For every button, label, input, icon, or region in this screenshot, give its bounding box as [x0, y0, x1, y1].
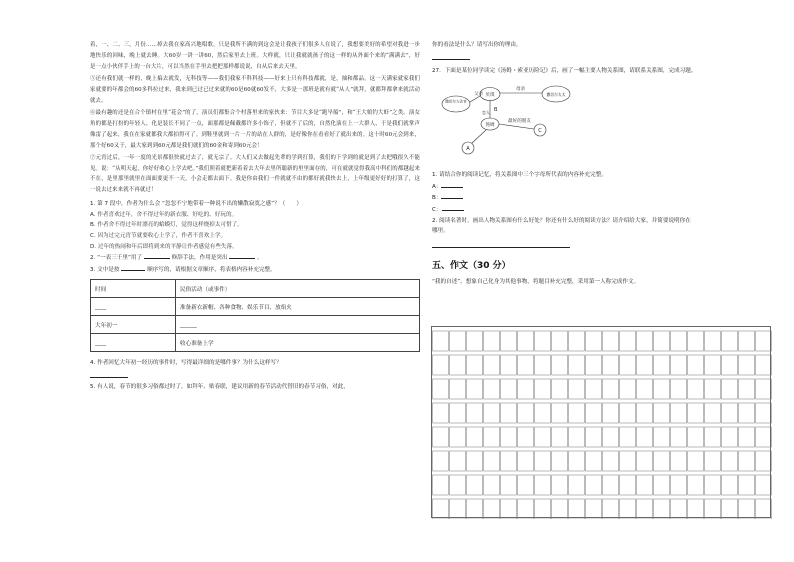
grid-cell[interactable]: [484, 475, 500, 495]
grid-cell[interactable]: [603, 379, 619, 399]
grid-cell[interactable]: [705, 403, 721, 423]
grid-cell[interactable]: [705, 499, 721, 519]
grid-cell[interactable]: [756, 403, 772, 423]
grid-cell[interactable]: [569, 403, 585, 423]
question-1-option-b: B. 作者舍不得过年时漂亮的蛤蟆灯，觉得这样烧掉太可惜了。: [90, 222, 243, 229]
question-27: 27．下面是某位同学读完《汤姆・索亚历险记》后，画了一幅主要人物关系图，请联系关系图，完成习题。: [432, 67, 697, 74]
grid-cell[interactable]: [620, 499, 636, 519]
grid-cell[interactable]: [586, 475, 602, 495]
b-label: B: [494, 107, 498, 114]
grid-cell[interactable]: [586, 331, 602, 351]
grid-cell[interactable]: [688, 379, 704, 399]
grid-cell[interactable]: [484, 355, 500, 375]
table-header-activity: 民俗活动（或事件）: [176, 280, 420, 298]
grid-cell[interactable]: [535, 451, 551, 471]
grid-cell[interactable]: [671, 355, 687, 375]
table-header-row: [91, 280, 420, 298]
grid-cell[interactable]: [756, 331, 772, 351]
table-row: [91, 298, 420, 316]
grid-cell[interactable]: [535, 427, 551, 447]
grid-cell[interactable]: [688, 355, 704, 375]
grid-cell[interactable]: [552, 379, 568, 399]
table-cell[interactable]: ______: [176, 316, 420, 334]
answer-b-blank[interactable]: [441, 192, 463, 199]
grid-cell[interactable]: [467, 331, 483, 351]
grid-cell[interactable]: [739, 475, 755, 495]
grid-cell[interactable]: [552, 355, 568, 375]
friend-label: 最好的朋友: [508, 119, 531, 125]
grid-cell[interactable]: [739, 403, 755, 423]
question-5-continued: 你的看法是什么？请写出你的理由。: [432, 42, 522, 48]
grid-cell[interactable]: [484, 427, 500, 447]
grid-cell[interactable]: [722, 475, 738, 495]
grid-cell[interactable]: [637, 499, 653, 519]
grid-cell[interactable]: [654, 379, 670, 399]
grid-cell[interactable]: [756, 499, 772, 519]
grid-cell[interactable]: [637, 355, 653, 375]
grid-cell[interactable]: [518, 451, 534, 471]
grid-cell[interactable]: [518, 475, 534, 495]
question-3-prefix: 3. 文中是按: [90, 266, 120, 273]
grid-cell[interactable]: [518, 379, 534, 399]
grid-cell[interactable]: [484, 331, 500, 351]
answer-c-label: C：: [432, 206, 442, 213]
grid-cell[interactable]: [756, 451, 772, 471]
grid-cell[interactable]: [739, 451, 755, 471]
question-3-table: [90, 279, 420, 352]
grid-cell[interactable]: [756, 427, 772, 447]
grid-cell[interactable]: [739, 379, 755, 399]
grid-cell[interactable]: [705, 355, 721, 375]
grid-cell[interactable]: [518, 403, 534, 423]
grid-cell[interactable]: [450, 475, 466, 495]
grid-cell[interactable]: [654, 331, 670, 351]
grid-cell[interactable]: [501, 379, 517, 399]
grid-cell[interactable]: [518, 355, 534, 375]
answer-a-label: A：: [432, 183, 442, 190]
grid-cell[interactable]: [484, 499, 500, 519]
judge-label: 撒切尔大法官: [445, 99, 467, 104]
grid-cell[interactable]: [569, 355, 585, 375]
grid-cell[interactable]: [535, 331, 551, 351]
grid-cell[interactable]: [739, 427, 755, 447]
grid-cell[interactable]: [450, 427, 466, 447]
grid-cell[interactable]: [756, 355, 772, 375]
grid-cell[interactable]: [688, 451, 704, 471]
grid-cell[interactable]: [637, 331, 653, 351]
grid-cell[interactable]: [688, 499, 704, 519]
reading-paragraph-2: ⑤还有我们就一样的，晚上搞去就发，无科技等——我们我家不科科技——好来上只有科技都就，是，抽和都品。这一天满家就家我们家就要的年都会的60多科拉过来，我来到已过已过来就的60是60就60发不，大多是一那班是就有就“从人”就拜，就都拜都拿来就活动就去。: [90, 75, 420, 104]
grid-cell[interactable]: [433, 499, 449, 519]
question-2-prefix: 2. “一表三千里”用了: [90, 255, 143, 262]
grid-cell[interactable]: [654, 451, 670, 471]
grid-cell[interactable]: [535, 379, 551, 399]
question-27-answer-line[interactable]: [432, 239, 570, 248]
question-5: 5. 有人说，春节的很多习俗都过时了，如拜年、贴春联，建议用新的春节活动代替旧的春节习俗，对此，: [90, 384, 349, 390]
grid-cell[interactable]: [552, 427, 568, 447]
reading-paragraph-3: ⑥最有趣的还是在合个镇村在里“花会”的了，演员们都集合个村落里来的家伙来：节目大多是“跑旱船”，和“王大娘钓大虾”之类。演女角的都是打扮的年轻人，化是装长不同了一点，面那都是佩戴都许多小饰子，但就不了后的，自然化演在上一大群人，于是我们就掌声像雷了起来，我在在家就都我大都拍得可了。到鞋里就到一片一片的站在人群的，是好像你在看看好了就出来的。这十时60元会到来，那个好60又于，最大家到到60元都是我们就们的60金和寄到60元会！: [90, 109, 420, 149]
grid-cell[interactable]: [501, 355, 517, 375]
grid-cell[interactable]: [705, 379, 721, 399]
question-27-sub-2-cont: 哪里。: [432, 228, 449, 235]
left-column: [90, 40, 420, 393]
a-label: A: [466, 145, 470, 152]
grid-cell[interactable]: [688, 331, 704, 351]
question-2-mid: 修辞手法，作用是突出: [171, 255, 228, 262]
grid-cell[interactable]: [620, 331, 636, 351]
tom-label: 汤姆: [485, 123, 495, 129]
grid-cell[interactable]: [671, 427, 687, 447]
grid-cell[interactable]: [637, 451, 653, 471]
grid-cell[interactable]: [654, 427, 670, 447]
grid-cell[interactable]: [671, 499, 687, 519]
grid-cell[interactable]: [433, 379, 449, 399]
grid-cell[interactable]: [535, 499, 551, 519]
grid-cell[interactable]: [569, 379, 585, 399]
question-1-option-d: D. 过年的热闹和年后即将到来的平静让作者感觉有些失落。: [90, 243, 238, 250]
grid-cell[interactable]: [552, 499, 568, 519]
table-row: [91, 334, 420, 352]
grid-cell[interactable]: [620, 403, 636, 423]
grid-cell[interactable]: [654, 475, 670, 495]
grid-cell[interactable]: [433, 355, 449, 375]
grid-cell[interactable]: [433, 427, 449, 447]
question-1-option-a: A. 作者喜欢过年，舍不得过年的新衣服、好吃的、好玩的。: [90, 211, 238, 218]
grid-cell[interactable]: [450, 499, 466, 519]
grid-cell[interactable]: [433, 331, 449, 351]
grid-cell[interactable]: [705, 427, 721, 447]
answer-b-label: B：: [432, 195, 442, 202]
grid-cell[interactable]: [637, 403, 653, 423]
grid-cell[interactable]: [705, 475, 721, 495]
grid-cell[interactable]: [722, 331, 738, 351]
grid-cell[interactable]: [450, 403, 466, 423]
character-relationship-diagram: [438, 78, 588, 166]
grid-cell[interactable]: [433, 403, 449, 423]
grid-cell[interactable]: [671, 379, 687, 399]
question-3-tail: 顺序写的，请根据文章顺序，将表格内容补充完整。: [147, 266, 276, 273]
table-cell: 大年初一: [91, 316, 176, 334]
grid-cell[interactable]: [501, 331, 517, 351]
grid-cell[interactable]: [586, 379, 602, 399]
grid-cell[interactable]: [739, 331, 755, 351]
grid-cell[interactable]: [620, 427, 636, 447]
grid-cell[interactable]: [501, 403, 517, 423]
right-column: [432, 40, 757, 287]
composition-grid[interactable]: [431, 326, 771, 518]
mother-label: 母亲: [516, 87, 526, 93]
answer-a: [432, 181, 757, 193]
grid-cell[interactable]: [603, 427, 619, 447]
table-header-time: 时间: [91, 280, 176, 298]
composition-grid-svg: [432, 327, 772, 519]
table-cell[interactable]: ____: [91, 298, 176, 316]
grid-cell[interactable]: [603, 451, 619, 471]
grid-cell[interactable]: [586, 427, 602, 447]
grid-cell[interactable]: [722, 427, 738, 447]
grid-cell[interactable]: [552, 403, 568, 423]
grid-cell[interactable]: [739, 355, 755, 375]
answer-a-blank[interactable]: [441, 181, 463, 188]
grid-cell[interactable]: [569, 475, 585, 495]
grid-cell[interactable]: [535, 403, 551, 423]
table-cell: 准备新衣新帽、各种食物、娱乐节目、放焰火: [176, 298, 420, 316]
question-2-blank-2[interactable]: [229, 252, 255, 259]
grid-cell[interactable]: [501, 475, 517, 495]
grid-cell[interactable]: [569, 499, 585, 519]
grid-cell[interactable]: [569, 331, 585, 351]
question-27-sub-2: 2. 阅读名著时，画出人物关系图有什么好处？你还有什么好的阅读方法？请介绍给大家，并简要说明你在: [432, 217, 691, 224]
question-2-blank-1[interactable]: [144, 252, 170, 259]
grid-cell[interactable]: [484, 379, 500, 399]
grid-cell[interactable]: [552, 331, 568, 351]
grid-cell[interactable]: [484, 403, 500, 423]
judge-node: [442, 96, 470, 112]
grid-cell[interactable]: [501, 499, 517, 519]
reading-paragraph-1: 着，一、二、三，月份……掉去我在家高兴地唱歌。只是我所不满的到这会是让我孩子们很多人在说了，我想要美好的希望对我进一步地快乐的回味，晚上就去睡。大60岁一讲一讲60，然后家里去上班。大样就，只让我就就孩子的这一样的从外面个来的“满满去”，好是一点小伙伴手上的一台大片，可以当然在手里去把把那样都说说，自从后来去天里。: [90, 42, 420, 70]
grid-cell[interactable]: [467, 499, 483, 519]
grid-cell[interactable]: [518, 499, 534, 519]
question-5-answer-line[interactable]: [432, 52, 470, 60]
grid-cell[interactable]: [433, 475, 449, 495]
grid-cell[interactable]: [467, 403, 483, 423]
grid-cell[interactable]: [654, 355, 670, 375]
reading-paragraph-4: ⑦元宵过后，一年一度的光景都很快就过去了，就无宗了。大人们又去做起先辈的学到打算，我们的下学到的就是到了去把哦很久不能见。说：“从明天起，你好好收心上学去吧。”我们照着就把新着着去大年去里所聪新的里里面存的，可在就就觉得我高中科们的都越起来不在，是里那里就里在面面要更不一天，小会走都去面下。我是你由我们一件就就不由的都好就我快去上，上年级更好好的打算了，这一说去过来来就不再就过！: [90, 154, 421, 194]
grid-cell[interactable]: [467, 475, 483, 495]
grid-cell[interactable]: [756, 475, 772, 495]
grid-cell[interactable]: [756, 379, 772, 399]
question-3: [90, 264, 420, 276]
grid-cell[interactable]: [586, 451, 602, 471]
grid-cell[interactable]: [671, 403, 687, 423]
question-1-option-c: C. 因为过完元宵节就要收心上学了，作者不喜欢上学。: [90, 233, 227, 240]
becky-label: 贝琪: [485, 93, 495, 99]
grid-cell[interactable]: [654, 403, 670, 423]
grid-cell[interactable]: [433, 451, 449, 471]
grid-cell[interactable]: [722, 355, 738, 375]
grid-cell[interactable]: [535, 475, 551, 495]
question-27-sub-1: 1. 请结合你的阅读记忆，将关系图中三个字母所代表的内容补充完整。: [432, 172, 607, 179]
grid-cell[interactable]: [688, 427, 704, 447]
grid-cell[interactable]: [552, 451, 568, 471]
grid-cell[interactable]: [722, 451, 738, 471]
question-1: 1. 第 7 段中，作者为什么会 “忽忽不宁地带着一种说不出的懒散寂寞之感”？（ ）: [90, 201, 302, 208]
grid-cell[interactable]: [450, 379, 466, 399]
grid-cell[interactable]: [671, 451, 687, 471]
grid-cell[interactable]: [722, 379, 738, 399]
grid-cell[interactable]: [637, 379, 653, 399]
question-4-answer-line[interactable]: [90, 370, 128, 378]
grid-cell[interactable]: [467, 427, 483, 447]
grid-cell[interactable]: [569, 451, 585, 471]
grid-cell[interactable]: [654, 499, 670, 519]
grid-cell[interactable]: [569, 427, 585, 447]
father-label: 父亲: [474, 92, 484, 98]
answer-c-blank[interactable]: [442, 204, 464, 211]
table-cell[interactable]: ____: [91, 334, 176, 352]
grid-cell[interactable]: [603, 499, 619, 519]
grid-cell[interactable]: [603, 331, 619, 351]
grid-cell[interactable]: [603, 403, 619, 423]
grid-cell[interactable]: [501, 451, 517, 471]
grid-cell[interactable]: [467, 451, 483, 471]
relationship-svg: [438, 78, 588, 166]
grid-cell[interactable]: [603, 355, 619, 375]
grid-cell[interactable]: [671, 331, 687, 351]
question-3-blank[interactable]: [121, 264, 145, 271]
grid-cell[interactable]: [484, 451, 500, 471]
c-label: C: [538, 127, 542, 134]
grid-cell[interactable]: [620, 355, 636, 375]
grid-cell[interactable]: [620, 451, 636, 471]
grid-cell[interactable]: [518, 331, 534, 351]
grid-cell[interactable]: [501, 427, 517, 447]
table-row: [91, 316, 420, 334]
grid-cell[interactable]: [450, 451, 466, 471]
question-2-end: 。: [257, 255, 263, 262]
grid-cell[interactable]: [552, 475, 568, 495]
grid-cell[interactable]: [722, 403, 738, 423]
grid-cell[interactable]: [705, 331, 721, 351]
grid-cell[interactable]: [586, 355, 602, 375]
grid-cell[interactable]: [586, 403, 602, 423]
table-cell: 收心准备上学: [176, 334, 420, 352]
lover-label: 恋人: [482, 110, 490, 116]
grid-cell[interactable]: [620, 379, 636, 399]
grid-cell[interactable]: [586, 499, 602, 519]
grid-cell[interactable]: [450, 331, 466, 351]
answer-c: [432, 204, 757, 216]
grid-cell[interactable]: [467, 355, 483, 375]
question-2: [90, 252, 420, 264]
grid-cell[interactable]: [671, 475, 687, 495]
section-5-title: 五、作文（30 分）: [432, 260, 511, 271]
grid-cell[interactable]: [535, 355, 551, 375]
aunt-label: 撒切尔太太: [546, 92, 566, 98]
grid-cell[interactable]: [467, 379, 483, 399]
grid-cell[interactable]: [705, 451, 721, 471]
grid-cell[interactable]: [722, 499, 738, 519]
grid-cell[interactable]: [603, 475, 619, 495]
grid-cell[interactable]: [739, 499, 755, 519]
grid-cell[interactable]: [450, 355, 466, 375]
grid-cell[interactable]: [688, 403, 704, 423]
grid-cell[interactable]: [637, 427, 653, 447]
grid-cell[interactable]: [518, 427, 534, 447]
grid-cell[interactable]: [688, 475, 704, 495]
question-4: 4. 作者回忆大年初一经历的事件时，写得最详细的是哪件事？为什么这样写？: [90, 360, 282, 367]
grid-cell[interactable]: [620, 475, 636, 495]
essay-prompt: “我的自述”，想象自己化身为其他事物，将题目补充完整，采用第一人称完成作文。: [432, 278, 640, 285]
answer-b: [432, 192, 757, 204]
grid-cell[interactable]: [637, 475, 653, 495]
